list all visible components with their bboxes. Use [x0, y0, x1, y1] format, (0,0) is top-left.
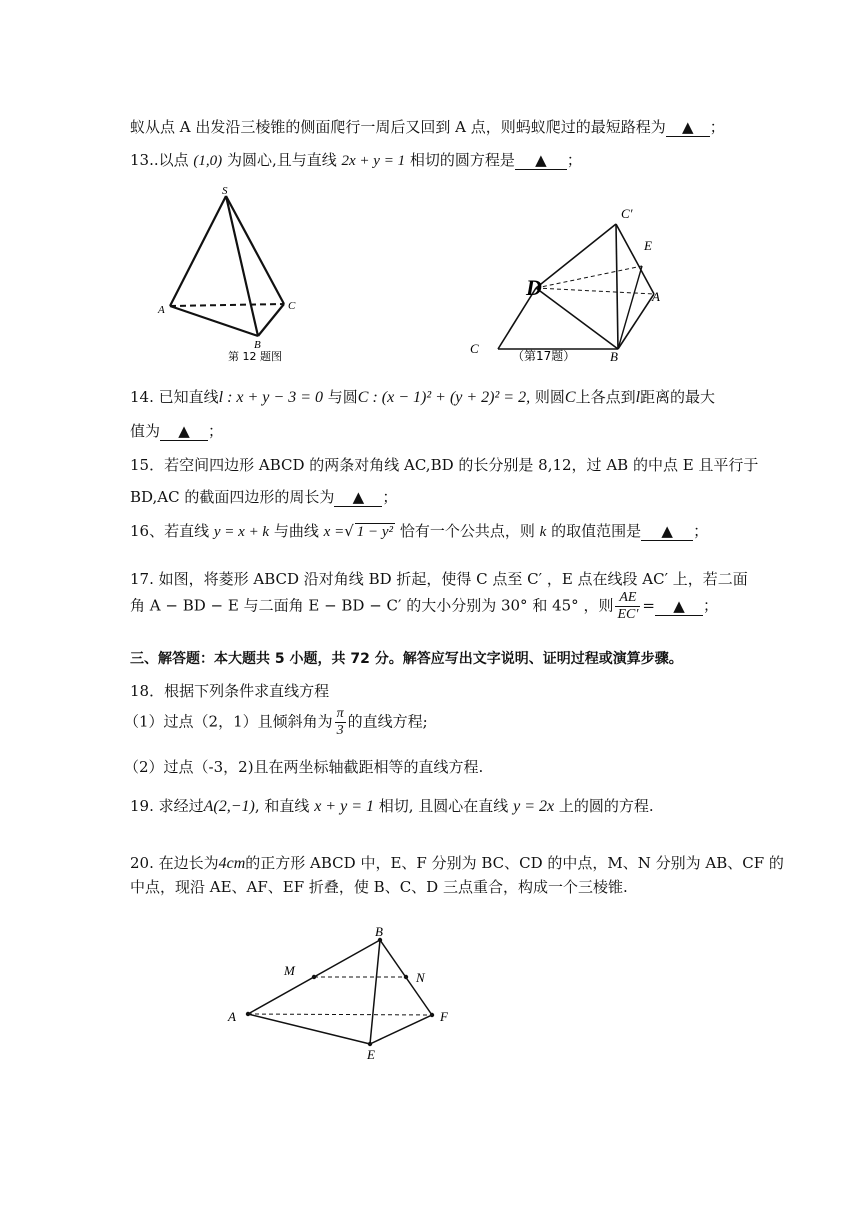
q20-line-1: 20. 在边长为4cm的正方形 ABCD 中，E、F 分别为 BC、CD 的中点，M、N 分别为 AB、CF 的 — [130, 854, 784, 872]
q17-fraction: $\frac{AE}{EC'}$ — [617, 590, 639, 622]
q14-circle-c: C : (x − 1)² + (y + 2)² = 2, — [357, 389, 531, 406]
answer-blank — [334, 488, 382, 507]
q15-line-2: BD,AC 的截面四边形的周长为 ▲ ； — [130, 488, 398, 506]
q12-text: 蚁从点 A 出发沿三棱锥的侧面爬行一周后又回到 A 点，则蚂蚁爬过的最短路程为 — [130, 118, 666, 136]
fig17-label-e: E — [644, 238, 652, 253]
q16-line-eq: y = x + k — [213, 524, 270, 540]
q17-line-1: 17. 如图，将菱形 ABCD 沿对角线 BD 折起，使得 C 点至 C′ ，E 点在线段 AC′ 上，若二面 — [130, 570, 748, 588]
fig17-label-cprime: C′ — [621, 206, 633, 221]
q14-line-l: l : x + y − 3 = 0 — [218, 389, 323, 406]
q18-part-1: （1）过点（2，1）且倾斜角为 $\frac{\pi}{3}$ 的直线方程; — [124, 706, 428, 738]
q16-radicand: 1 − y² — [356, 524, 394, 540]
fig20-label-b: B — [375, 924, 383, 939]
fig20-label-e: E — [367, 1047, 375, 1062]
answer-blank — [641, 522, 693, 541]
q14-line-2: 值为 ▲ ； — [130, 422, 224, 440]
q14-line-1: 14. 已知直线l : x + y − 3 = 0 与圆C : (x − 1)² + (y + 2)² = 2, 则圆C上各点到l距离的最大 — [130, 388, 716, 406]
q13-number: 13.. — [130, 151, 159, 169]
fig17-caption: （第17题） — [512, 349, 576, 363]
sqrt-icon: √ — [344, 522, 354, 540]
figure-17-folded-rhombus — [466, 202, 676, 364]
blank-triangle-icon: ▲ — [673, 596, 685, 615]
fig12-label-b: B — [254, 339, 261, 351]
section-3-heading: 三、解答题：本大题共 5 小题，共 72 分。解答应写出文字说明、证明过程或演算步骤。 — [130, 651, 683, 667]
q12-line: 蚁从点 A 出发沿三棱锥的侧面爬行一周后又回到 A 点，则蚂蚁爬过的最短路程为 ▲ ； — [130, 118, 725, 136]
q18-title: 18．根据下列条件求直线方程 — [130, 682, 330, 700]
q13-equation: 2x + y = 1 — [341, 153, 406, 169]
q18-angle-fraction: $\frac{\pi}{3}$ — [336, 706, 344, 738]
q20-line-2: 中点，现沿 AE、AF、EF 折叠，使 B、C、D 三点重合，构成一个三棱锥. — [130, 878, 628, 896]
q13-point: (1,0) — [193, 153, 223, 169]
q19-line: 19. 求经过A(2,−1), 和直线 x + y = 1 相切, 且圆心在直线 y = 2x 上的圆的方程. — [130, 797, 654, 815]
q17-line-2: 角 A − BD − E 与二面角 E − BD − C′ 的大小分别为 30° 和 45° ，则 $\frac{AE}{EC'}$ = ▲ ； — [130, 590, 718, 622]
answer-blank — [160, 422, 208, 441]
fig12-label-a: A — [158, 304, 165, 316]
fig20-label-a: A — [228, 1009, 236, 1024]
fig17-label-b: B — [610, 349, 618, 364]
fig12-label-s: S — [222, 185, 228, 197]
blank-triangle-icon: ▲ — [661, 522, 673, 540]
fig17-label-c: C — [470, 341, 479, 356]
q13-line: 13..以点 (1,0) 为圆心,且与直线 2x + y = 1 相切的圆方程是 ▲ ； — [130, 151, 582, 169]
fig17-label-d: D — [526, 275, 542, 300]
fig12-caption: 第 12 题图 — [228, 350, 282, 363]
fig20-label-m: M — [284, 963, 295, 978]
answer-blank — [666, 118, 710, 137]
q15-line-1: 15．若空间四边形 ABCD 的两条对角线 AC,BD 的长分别是 8,12，过 AB 的中点 E 且平行于 — [130, 456, 759, 474]
fig12-label-c: C — [288, 300, 296, 312]
blank-triangle-icon: ▲ — [178, 422, 190, 440]
blank-triangle-icon: ▲ — [681, 118, 694, 136]
fig20-label-f: F — [440, 1009, 448, 1024]
figure-12-tetrahedron — [150, 182, 320, 367]
figure-20-pyramid — [222, 924, 462, 1064]
q18-part-2: （2）过点（-3，2)且在两坐标轴截距相等的直线方程. — [124, 758, 484, 776]
blank-triangle-icon: ▲ — [352, 488, 365, 506]
fig20-label-n: N — [416, 970, 425, 985]
q16-line: 16、若直线 y = x + k 与曲线 x =√ 1 − y² 恰有一个公共点，则 k 的取值范围是 ▲ ； — [130, 522, 709, 540]
answer-blank — [655, 597, 703, 616]
fig17-label-a: A — [652, 289, 660, 304]
blank-triangle-icon: ▲ — [535, 151, 547, 169]
answer-blank — [515, 151, 567, 170]
